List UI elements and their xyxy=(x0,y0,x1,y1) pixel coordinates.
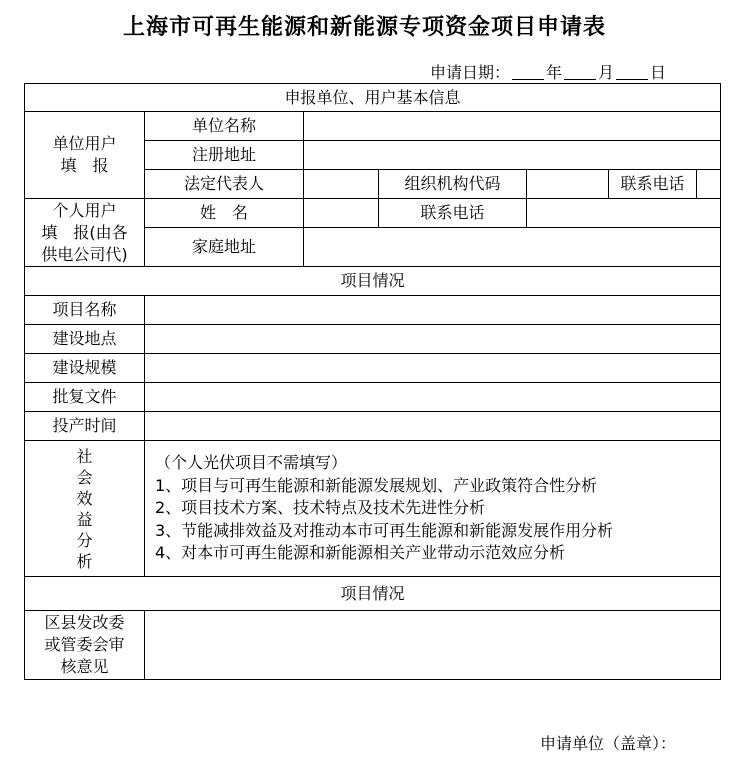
unit-phone-label: 联系电话 xyxy=(609,170,697,199)
project-name-label: 项目名称 xyxy=(25,296,145,325)
construction-site-label: 建设地点 xyxy=(25,325,145,354)
construction-site-field[interactable] xyxy=(145,325,721,354)
social-benefit-content[interactable] xyxy=(145,441,721,577)
applicant-seal-label: 申请单位（盖章）： xyxy=(540,734,677,753)
social-benefit-note: （个人光伏项目不需填写） xyxy=(155,453,348,473)
district-review-field[interactable] xyxy=(145,611,721,680)
date-label: 申请日期： xyxy=(430,63,511,82)
year-field[interactable] xyxy=(512,63,544,80)
year-label: 年 xyxy=(546,63,563,82)
commissioning-time-label: 投产时间 xyxy=(25,412,145,441)
registered-address-label: 注册地址 xyxy=(145,141,304,170)
social-benefit-label: 社 会 效 益 分 析 xyxy=(25,441,145,577)
person-name-label: 姓 名 xyxy=(145,199,304,228)
unit-name-field[interactable] xyxy=(304,112,721,141)
day-label: 日 xyxy=(650,63,667,82)
month-label: 月 xyxy=(598,63,615,82)
legal-representative-field[interactable] xyxy=(304,170,379,199)
project-name-field[interactable] xyxy=(145,296,721,325)
district-review-label: 区县发改委 或管委会审 核意见 xyxy=(25,611,145,680)
org-code-field[interactable] xyxy=(527,170,609,199)
social-benefit-item: 3、节能减排效益及对推动本市可再生能源和新能源发展作用分析 xyxy=(155,520,614,540)
application-form-table xyxy=(24,83,721,680)
unit-phone-field[interactable] xyxy=(697,170,721,199)
form-title: 上海市可再生能源和新能源专项资金项目申请表 xyxy=(122,14,606,40)
section-basic-info-header: 申报单位、用户基本信息 xyxy=(25,84,721,112)
application-date xyxy=(430,60,666,83)
approval-documents-field[interactable] xyxy=(145,383,721,412)
section-review-header: 项目情况 xyxy=(25,577,721,611)
construction-scale-field[interactable] xyxy=(145,354,721,383)
unit-user-label: 单位用户 填 报 xyxy=(25,112,145,199)
org-code-label: 组织机构代码 xyxy=(379,170,527,199)
home-address-field[interactable] xyxy=(304,228,721,267)
day-field[interactable] xyxy=(616,63,648,80)
commissioning-time-field[interactable] xyxy=(145,412,721,441)
construction-scale-label: 建设规模 xyxy=(25,354,145,383)
social-benefit-item: 2、项目技术方案、技术特点及技术先进性分析 xyxy=(155,498,486,518)
unit-name-label: 单位名称 xyxy=(145,112,304,141)
person-phone-label: 联系电话 xyxy=(379,199,527,228)
social-benefit-item: 4、对本市可再生能源和新能源相关产业带动示范效应分析 xyxy=(155,543,566,563)
approval-documents-label: 批复文件 xyxy=(25,383,145,412)
legal-representative-label: 法定代表人 xyxy=(145,170,304,199)
section-project-info-header: 项目情况 xyxy=(25,267,721,296)
month-field[interactable] xyxy=(564,63,596,80)
person-phone-field[interactable] xyxy=(527,199,721,228)
person-name-field[interactable] xyxy=(304,199,379,228)
social-benefit-item: 1、项目与可再生能源和新能源发展规划、产业政策符合性分析 xyxy=(155,475,598,495)
home-address-label: 家庭地址 xyxy=(145,228,304,267)
individual-user-label: 个人用户 填 报(由各 供电公司代) xyxy=(25,199,145,267)
registered-address-field[interactable] xyxy=(304,141,721,170)
